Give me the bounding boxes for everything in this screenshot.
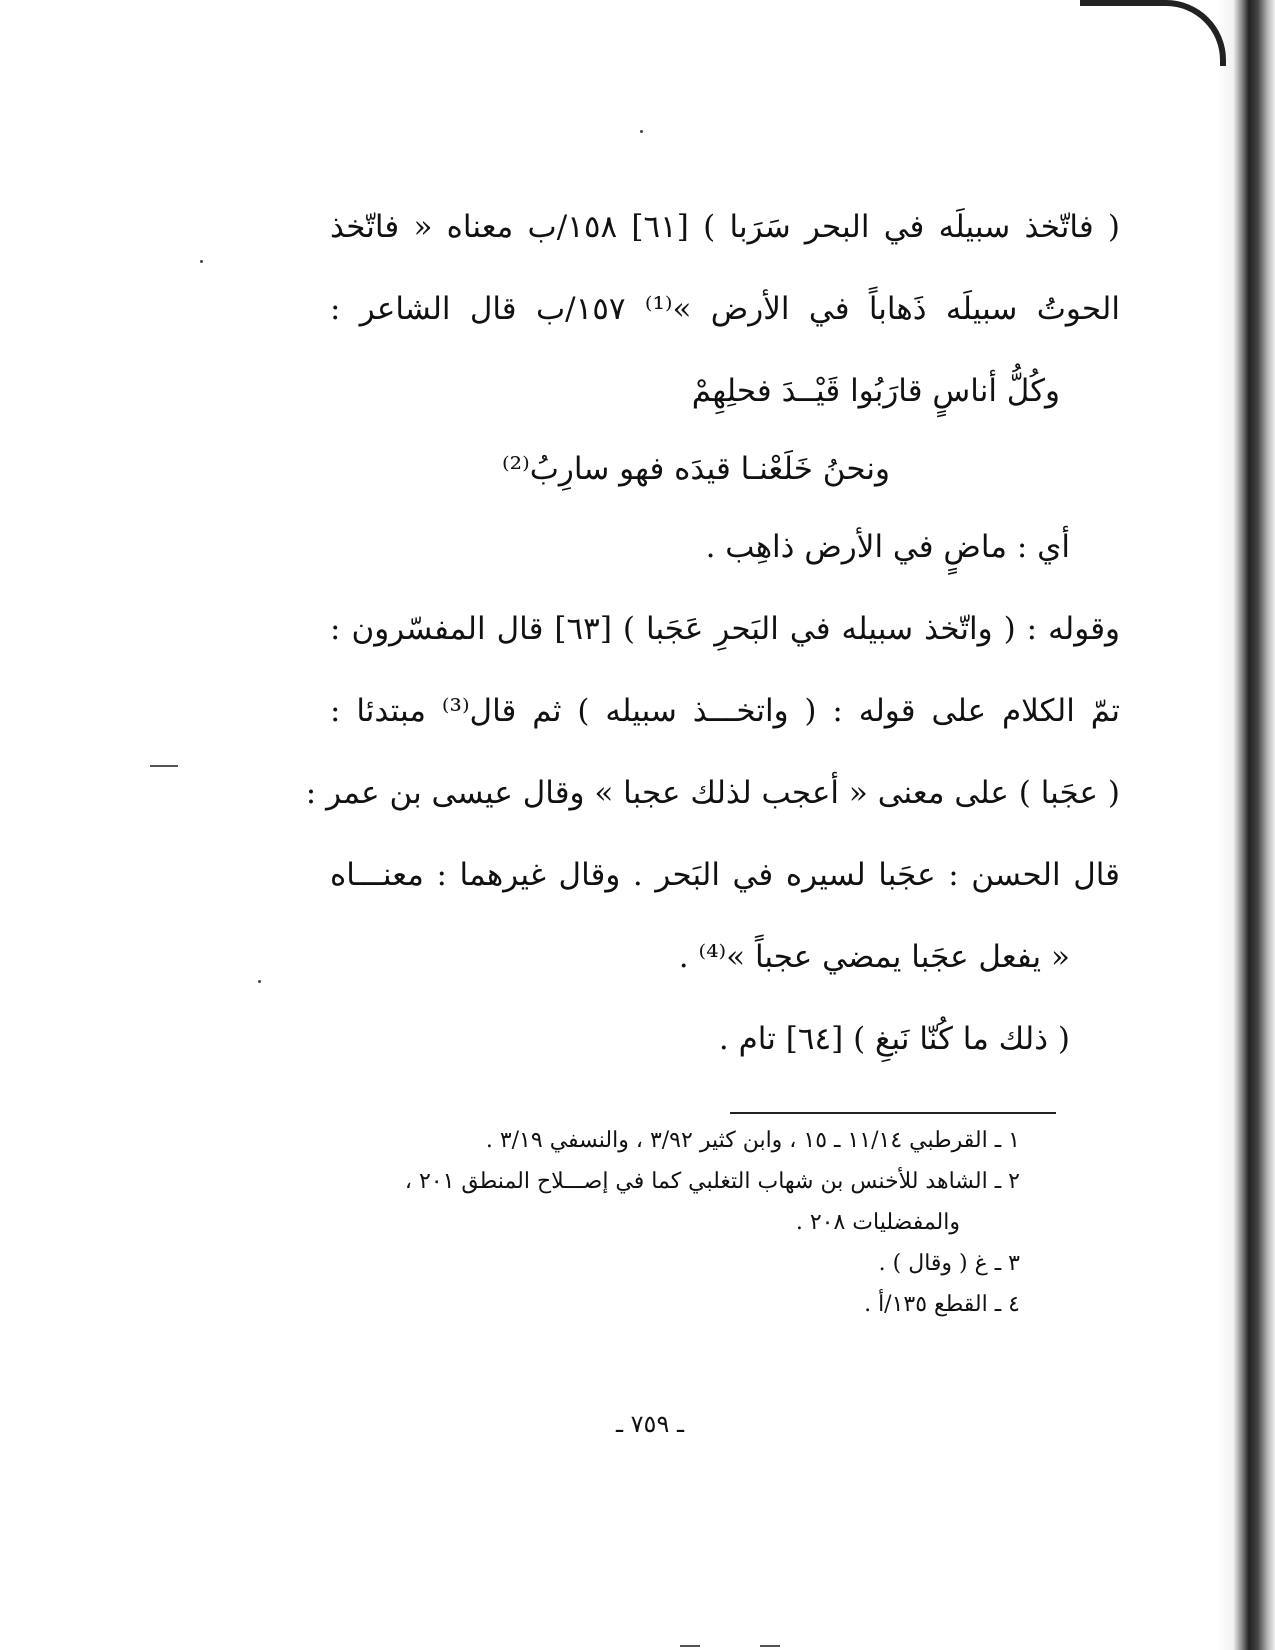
footnote: ١ ـ القرطبي ١١/١٤ ـ ١٥ ، وابن كثير ٣/٩٢ ، والنسفي ٣/١٩ . bbox=[485, 1128, 1020, 1153]
footnote: ٢ ـ الشاهد للأخنس بن شهاب التغلبي كما في إصـــلاح المنطق ٢٠١ ، bbox=[404, 1169, 1020, 1194]
scan-page-edge bbox=[1217, 0, 1275, 1650]
text-line: ( عجَبا ) على معنى « أعجب لذلك عجبا » وقال عيسى بن عمر : bbox=[305, 775, 1120, 811]
footnote: ٤ ـ القطع ١٣٥/أ . bbox=[864, 1292, 1020, 1317]
footnote-continuation: والمفضليات ٢٠٨ . bbox=[795, 1210, 960, 1235]
scan-page-curl bbox=[1080, 0, 1226, 66]
text-line: الحوتُ سبيلَه ذَهاباً في الأرض »⁽¹⁾ ١٥٧/ب قال الشاعر : bbox=[330, 291, 1120, 327]
page-number: ـ ٧٥٩ ـ bbox=[615, 1410, 684, 1438]
text-line: تمّ الكلام على قوله : ( واتخـــذ سبيله ) ثم قال⁽³⁾ مبتدئا : bbox=[330, 693, 1121, 729]
text-line: قال الحسن : عجَبا لسيره في البَحر . وقال غيرهما : معنـــاه bbox=[330, 857, 1120, 893]
main-text bbox=[305, 209, 1121, 1104]
text-line: « يفعل عجَبا يمضي عجباً »⁽⁴⁾ . bbox=[678, 939, 1070, 975]
verse-line: وكُلُّ أناسٍ قارَبُوا قَيْــدَ فحلِهِمْ bbox=[691, 373, 1060, 409]
scan-speck bbox=[640, 130, 643, 133]
footnote-divider bbox=[730, 1112, 1056, 1114]
scan-speck bbox=[258, 980, 261, 983]
footnotes bbox=[300, 1128, 1020, 1333]
scan-speck bbox=[200, 260, 203, 263]
scan-mark bbox=[150, 765, 178, 767]
text-line: ( ذلك ما كُنّا نَبغِ ) [٦٤] تام . bbox=[718, 1021, 1070, 1057]
text-line: وقوله : ( واتّخذ سبيله في البَحرِ عَجَبا ) [٦٣] قال المفسّرون : bbox=[330, 611, 1120, 647]
text-line: ( فاتّخذ سبيلَه في البحر سَرَبا ) [٦١] ١٥٨/ب معناه « فاتّخذ bbox=[330, 209, 1120, 245]
scan-mark bbox=[760, 1645, 780, 1647]
scan-mark bbox=[680, 1645, 700, 1647]
text-line: أي : ماضٍ في الأرض ذاهِب . bbox=[705, 529, 1070, 565]
verse-line: ونحنُ خَلَعْنـا قيدَه فهو سارِبُ⁽²⁾ bbox=[502, 451, 890, 487]
footnote: ٣ ـ غ ( وقال ) . bbox=[878, 1251, 1020, 1276]
